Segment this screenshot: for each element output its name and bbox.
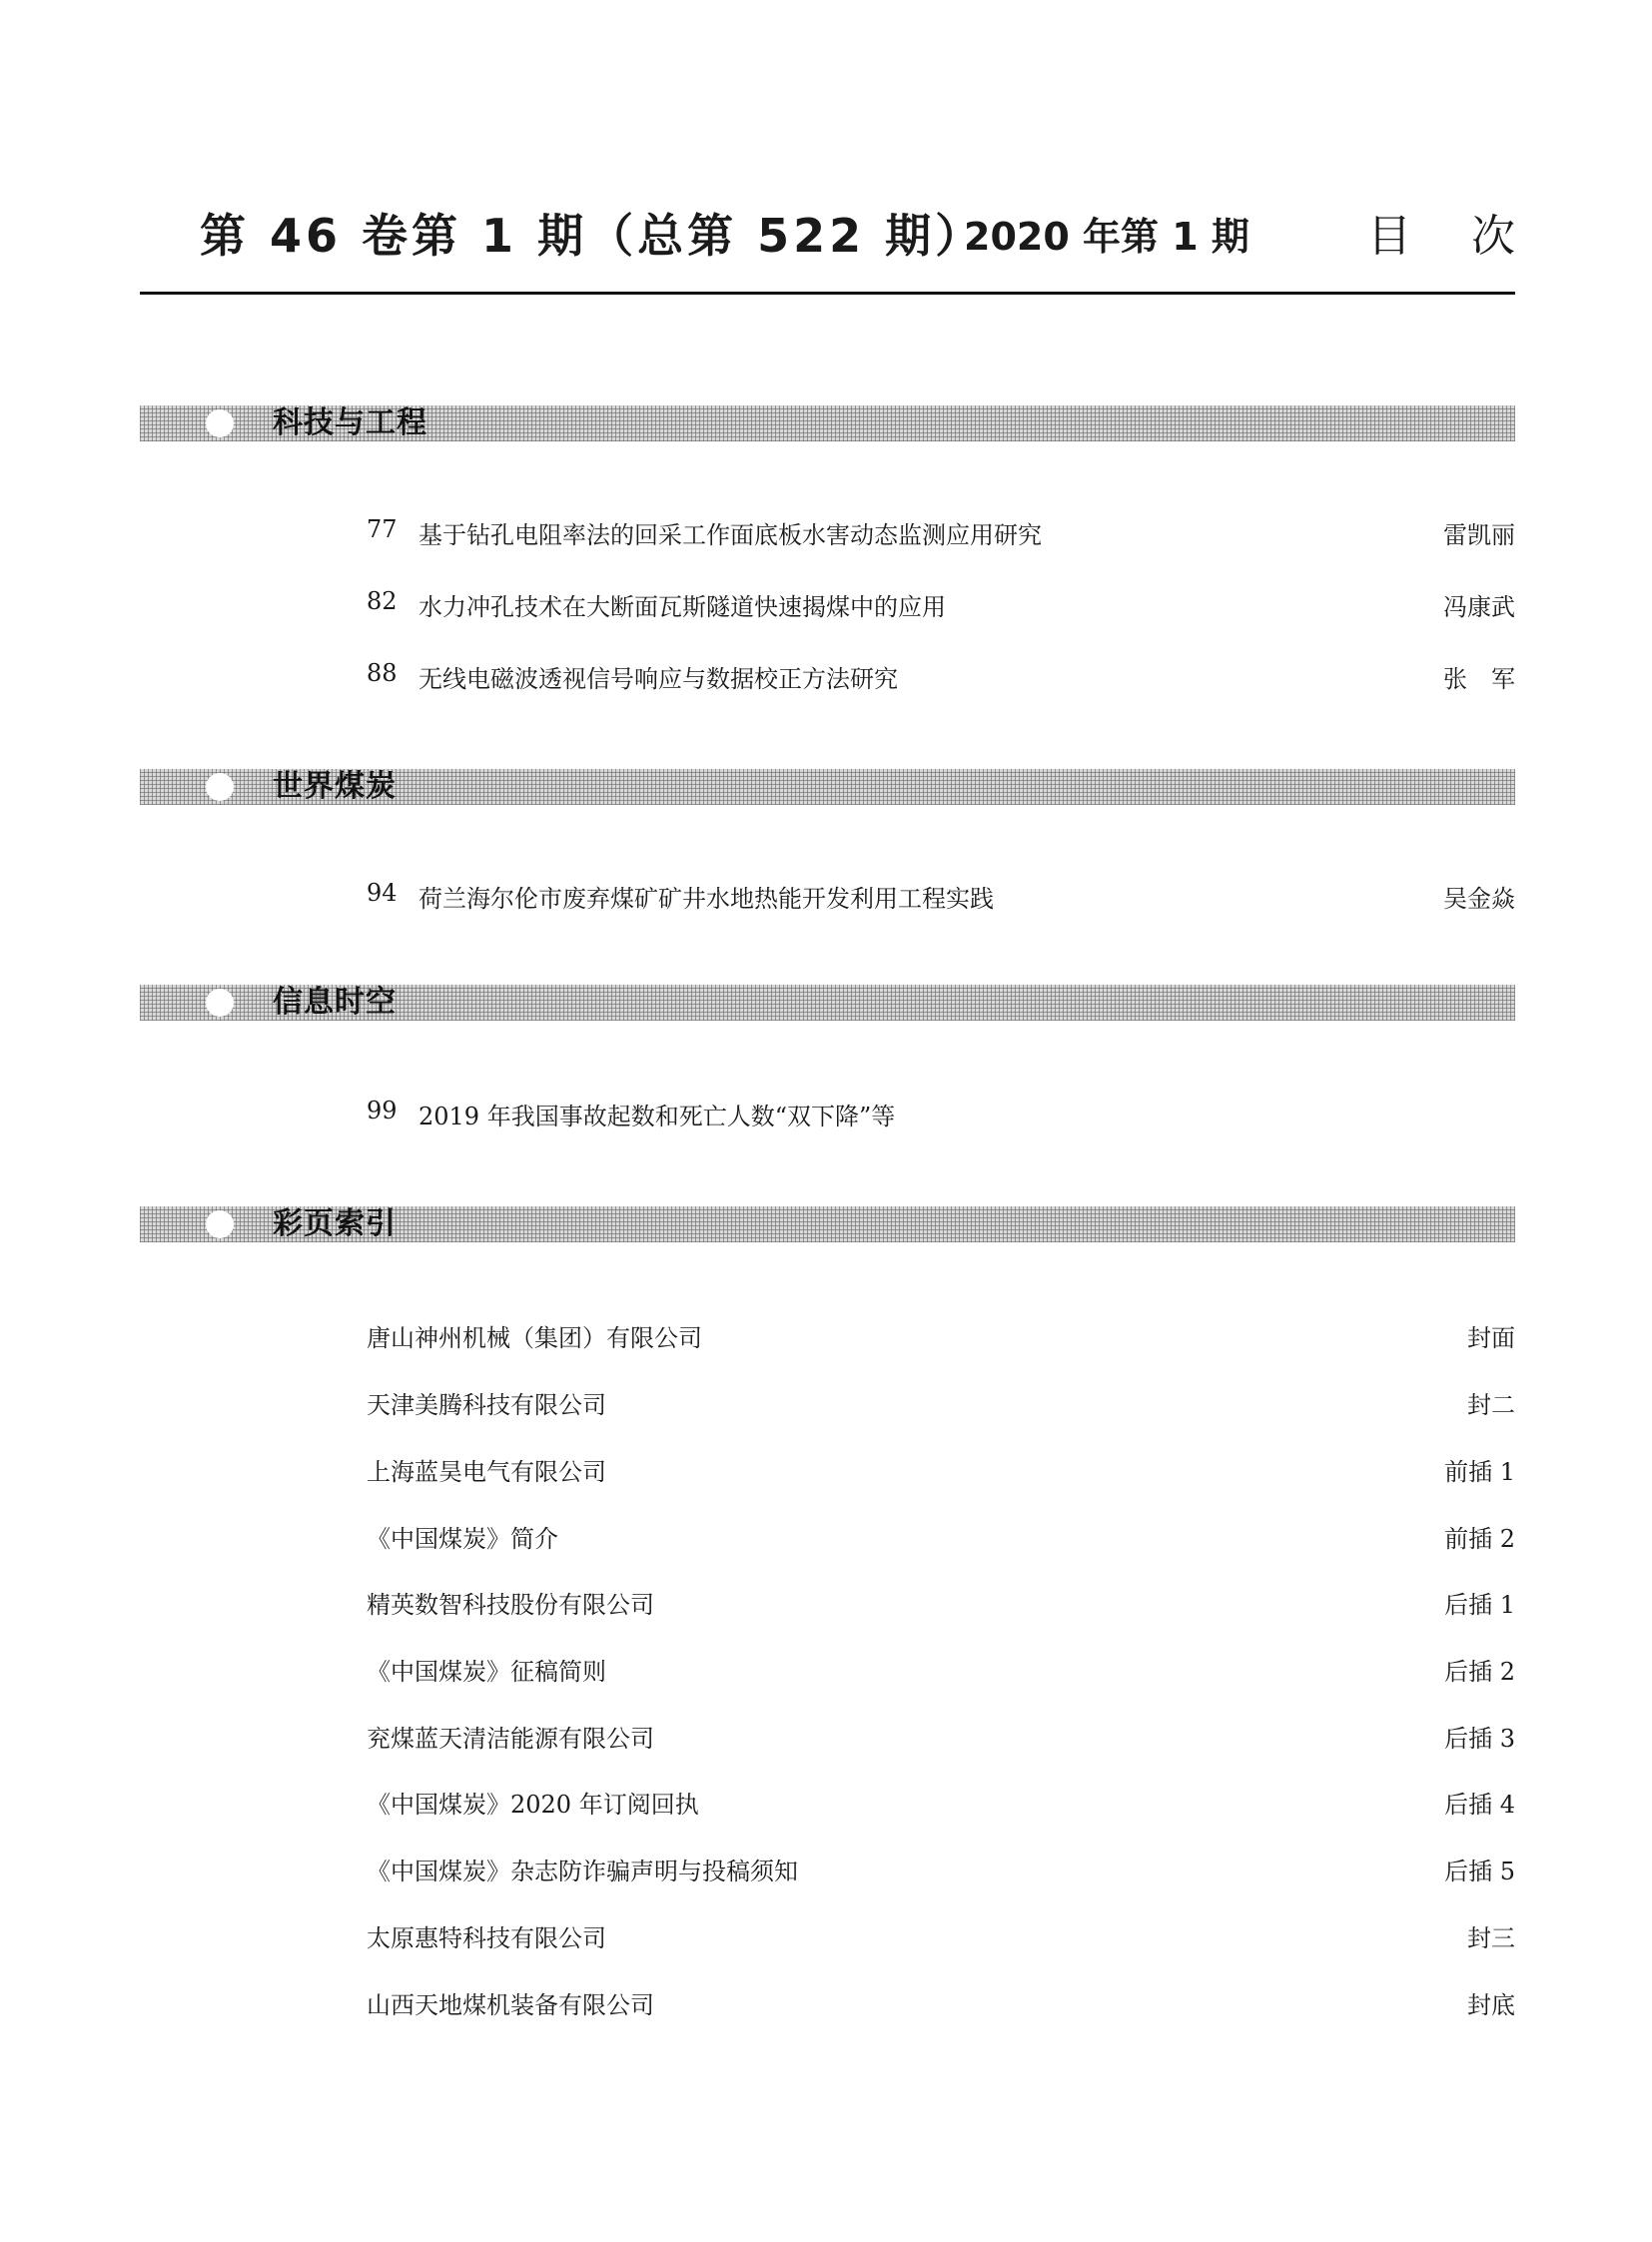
section-bullet-icon bbox=[206, 773, 234, 801]
ad-index-row[interactable] bbox=[367, 1585, 1515, 1625]
entry-author: 张 军 bbox=[1443, 665, 1515, 693]
entry-title: 水力冲孔技术在大断面瓦斯隧道快速揭煤中的应用 bbox=[418, 593, 946, 621]
section-title: 科技与工程 bbox=[273, 405, 427, 440]
volume-issue: 第 46 卷第 1 期（总第 522 期） bbox=[200, 209, 986, 263]
ad-page: 后插 2 bbox=[1444, 1658, 1515, 1686]
ad-index-row[interactable] bbox=[367, 1385, 1515, 1425]
page-header bbox=[140, 190, 1575, 280]
ad-name: 太原惠特科技有限公司 bbox=[367, 1924, 606, 1952]
ad-name: 唐山神州机械（集团）有限公司 bbox=[367, 1324, 702, 1352]
ad-name: 山西天地煤机装备有限公司 bbox=[367, 1991, 654, 2019]
ad-name: 上海蓝昊电气有限公司 bbox=[367, 1458, 606, 1486]
ad-page: 后插 5 bbox=[1444, 1858, 1515, 1885]
ad-index-row[interactable] bbox=[367, 1519, 1515, 1559]
section-header-color-pages bbox=[140, 1206, 1515, 1242]
entry-page: 82 bbox=[367, 587, 398, 615]
section-title: 信息时空 bbox=[273, 985, 397, 1020]
section-title: 世界煤炭 bbox=[273, 769, 397, 804]
section-header-info bbox=[140, 985, 1515, 1021]
section-header-tech bbox=[140, 405, 1515, 441]
ad-page: 后插 1 bbox=[1444, 1591, 1515, 1619]
section-header-world-coal bbox=[140, 769, 1515, 805]
ad-page: 封底 bbox=[1467, 1991, 1515, 2019]
entry-author: 冯康武 bbox=[1443, 593, 1515, 621]
entry-page: 94 bbox=[367, 879, 398, 907]
ad-page: 后插 4 bbox=[1444, 1791, 1515, 1819]
ad-name: 《中国煤炭》杂志防诈骗声明与投稿须知 bbox=[367, 1858, 798, 1885]
entry-title: 荷兰海尔伦市废弃煤矿矿井水地热能开发利用工程实践 bbox=[418, 885, 994, 913]
toc-label: 目次 bbox=[1367, 211, 1575, 262]
ad-index-row[interactable] bbox=[367, 1985, 1515, 2025]
toc-entry[interactable] bbox=[367, 587, 1515, 627]
ad-page: 封面 bbox=[1467, 1324, 1515, 1352]
toc-entry[interactable] bbox=[367, 515, 1515, 555]
ad-page: 封二 bbox=[1467, 1391, 1515, 1419]
ad-index-row[interactable] bbox=[367, 1785, 1515, 1825]
toc-entry[interactable] bbox=[367, 879, 1515, 919]
entry-page: 88 bbox=[367, 659, 398, 687]
ad-index-row[interactable] bbox=[367, 1318, 1515, 1358]
ad-index-row[interactable] bbox=[367, 1918, 1515, 1958]
toc-entry[interactable] bbox=[367, 659, 1515, 699]
ad-index-row[interactable] bbox=[367, 1719, 1515, 1759]
section-title: 彩页索引 bbox=[273, 1206, 397, 1241]
section-bullet-icon bbox=[206, 989, 234, 1017]
ad-name: 天津美腾科技有限公司 bbox=[367, 1391, 606, 1419]
ad-index-row[interactable] bbox=[367, 1852, 1515, 1891]
ad-name: 《中国煤炭》2020 年订阅回执 bbox=[367, 1791, 699, 1819]
entry-author: 吴金焱 bbox=[1443, 885, 1515, 913]
ad-page: 前插 1 bbox=[1444, 1458, 1515, 1486]
entry-title: 2019 年我国事故起数和死亡人数“双下降”等 bbox=[418, 1103, 896, 1130]
ad-name: 兖煤蓝天清洁能源有限公司 bbox=[367, 1725, 654, 1753]
ad-index-row[interactable] bbox=[367, 1652, 1515, 1692]
section-bullet-icon bbox=[206, 409, 234, 437]
ad-name: 《中国煤炭》简介 bbox=[367, 1525, 558, 1553]
ad-name: 《中国煤炭》征稿简则 bbox=[367, 1658, 606, 1686]
toc-entry[interactable] bbox=[367, 1097, 1515, 1136]
section-bullet-icon bbox=[206, 1210, 234, 1238]
entry-title: 无线电磁波透视信号响应与数据校正方法研究 bbox=[418, 665, 898, 693]
entry-author: 雷凯丽 bbox=[1443, 521, 1515, 549]
entry-page: 99 bbox=[367, 1097, 398, 1124]
ad-page: 前插 2 bbox=[1444, 1525, 1515, 1553]
entry-title: 基于钻孔电阻率法的回采工作面底板水害动态监测应用研究 bbox=[418, 521, 1042, 549]
issue-date: 2020 年第 1 期 bbox=[964, 215, 1249, 259]
entry-page: 77 bbox=[367, 515, 398, 543]
ad-page: 后插 3 bbox=[1444, 1725, 1515, 1753]
header-divider bbox=[140, 292, 1515, 295]
ad-page: 封三 bbox=[1467, 1924, 1515, 1952]
ad-name: 精英数智科技股份有限公司 bbox=[367, 1591, 654, 1619]
ad-index-row[interactable] bbox=[367, 1452, 1515, 1492]
